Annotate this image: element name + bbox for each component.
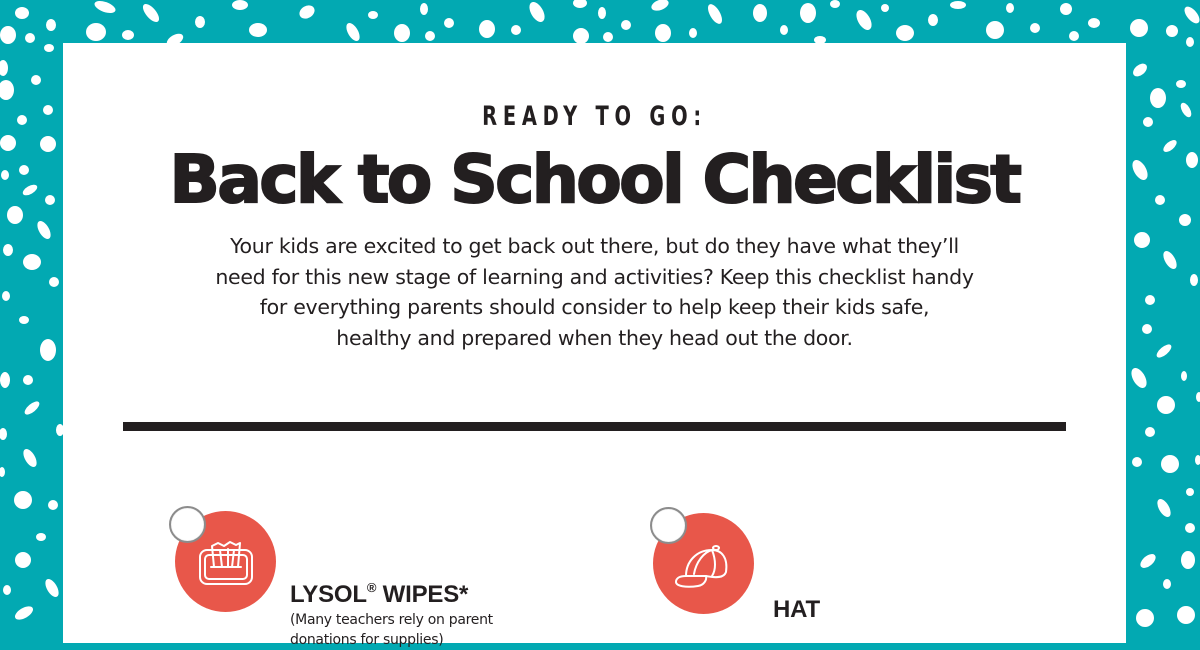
item-title: LYSOL® WIPES*: [290, 580, 469, 608]
checklist-panel: [63, 43, 1126, 648]
baseball-cap-icon: [672, 532, 736, 596]
section-divider: [123, 422, 1066, 431]
intro-paragraph: [173, 231, 1016, 353]
item-subtitle: (Many teachers rely on parent donations for supplies): [290, 612, 493, 648]
checkbox-lysol-wipes[interactable]: [169, 506, 206, 543]
item-title: HAT: [773, 596, 820, 623]
intro-line: Your kids are excited to get back out there, but do they have what they’ll: [230, 234, 959, 258]
intro-line: for everything parents should consider to help keep their kids safe,: [259, 295, 930, 319]
page-title: Back to School Checklist: [169, 141, 1020, 218]
wipes-container-icon: [194, 530, 258, 594]
intro-line: need for this new stage of learning and activities? Keep this checklist handy: [215, 264, 974, 289]
intro-line: healthy and prepared when they head out the door.: [336, 325, 853, 350]
eyebrow-heading: READY TO GO:: [482, 101, 707, 132]
checkbox-hat[interactable]: [650, 507, 687, 544]
registered-mark: ®: [366, 580, 377, 595]
